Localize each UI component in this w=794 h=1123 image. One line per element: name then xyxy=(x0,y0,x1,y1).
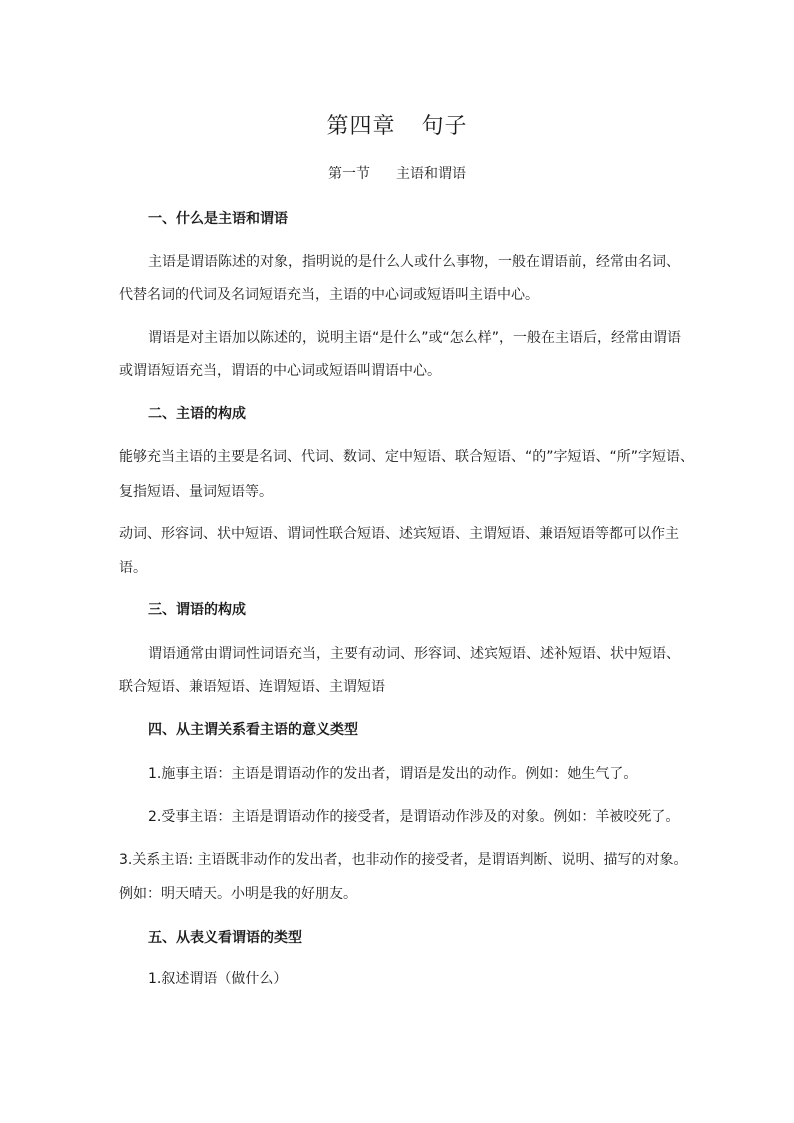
paragraph-line: 语。 xyxy=(119,560,147,576)
section-number: 第一节 xyxy=(328,166,370,182)
chapter-number: 第四章 xyxy=(326,114,396,139)
list-item: 1.叙述谓语（做什么） xyxy=(148,971,288,987)
list-item: 2.受事主语：主语是谓语动作的接受者，是谓语动作涉及的对象。例如：羊被咬死了。 xyxy=(148,809,680,825)
heading-predicate-composition: 三、谓语的构成 xyxy=(148,602,246,618)
paragraph-line: 谓语是对主语加以陈述的，说明主语“是什么”或“怎么样”，一般在主语后，经常由谓语 xyxy=(148,330,682,346)
heading-subject-semantic-types: 四、从主谓关系看主语的意义类型 xyxy=(148,722,358,738)
paragraph-line: 动词、形容词、状中短语、谓词性联合短语、述宾短语、主谓短语、兼语短语等都可以作主 xyxy=(119,526,679,542)
paragraph-line: 代替名词的代词及名词短语充当，主语的中心词或短语叫主语中心。 xyxy=(119,287,539,303)
paragraph-line: 联合短语、兼语短语、连谓短语、主谓短语 xyxy=(119,679,385,695)
heading-what-is-subject-predicate: 一、什么是主语和谓语 xyxy=(148,211,288,227)
paragraph-line: 主语是谓语陈述的对象，指明说的是什么人或什么事物，一般在谓语前，经常由名词、 xyxy=(148,254,680,270)
heading-predicate-types: 五、从表义看谓语的类型 xyxy=(148,930,302,946)
list-item: 3.关系主语: 主语既非动作的发出者，也非动作的接受者，是谓语判断、说明、描写的对象。 xyxy=(119,852,688,868)
section-name: 主语和谓语 xyxy=(396,166,466,182)
chapter-name: 句子 xyxy=(421,114,468,139)
section-title xyxy=(0,163,794,185)
paragraph-line: 能够充当主语的主要是名词、代词、数词、定中短语、联合短语、“的”字短语、“所”字短语、 xyxy=(119,449,695,465)
list-item: 1.施事主语：主语是谓语动作的发出者，谓语是发出的动作。例如：她生气了。 xyxy=(148,766,638,782)
paragraph-line: 复指短语、量词短语等。 xyxy=(119,484,273,500)
chapter-title xyxy=(0,112,794,142)
heading-subject-composition: 二、主语的构成 xyxy=(148,406,246,422)
list-item-continuation: 例如：明天晴天。小明是我的好朋友。 xyxy=(119,886,357,902)
paragraph-line: 谓语通常由谓词性词语充当，主要有动词、形容词、述宾短语、述补短语、状中短语、 xyxy=(148,646,680,662)
paragraph-line: 或谓语短语充当，谓语的中心词或短语叫谓语中心。 xyxy=(119,363,441,379)
